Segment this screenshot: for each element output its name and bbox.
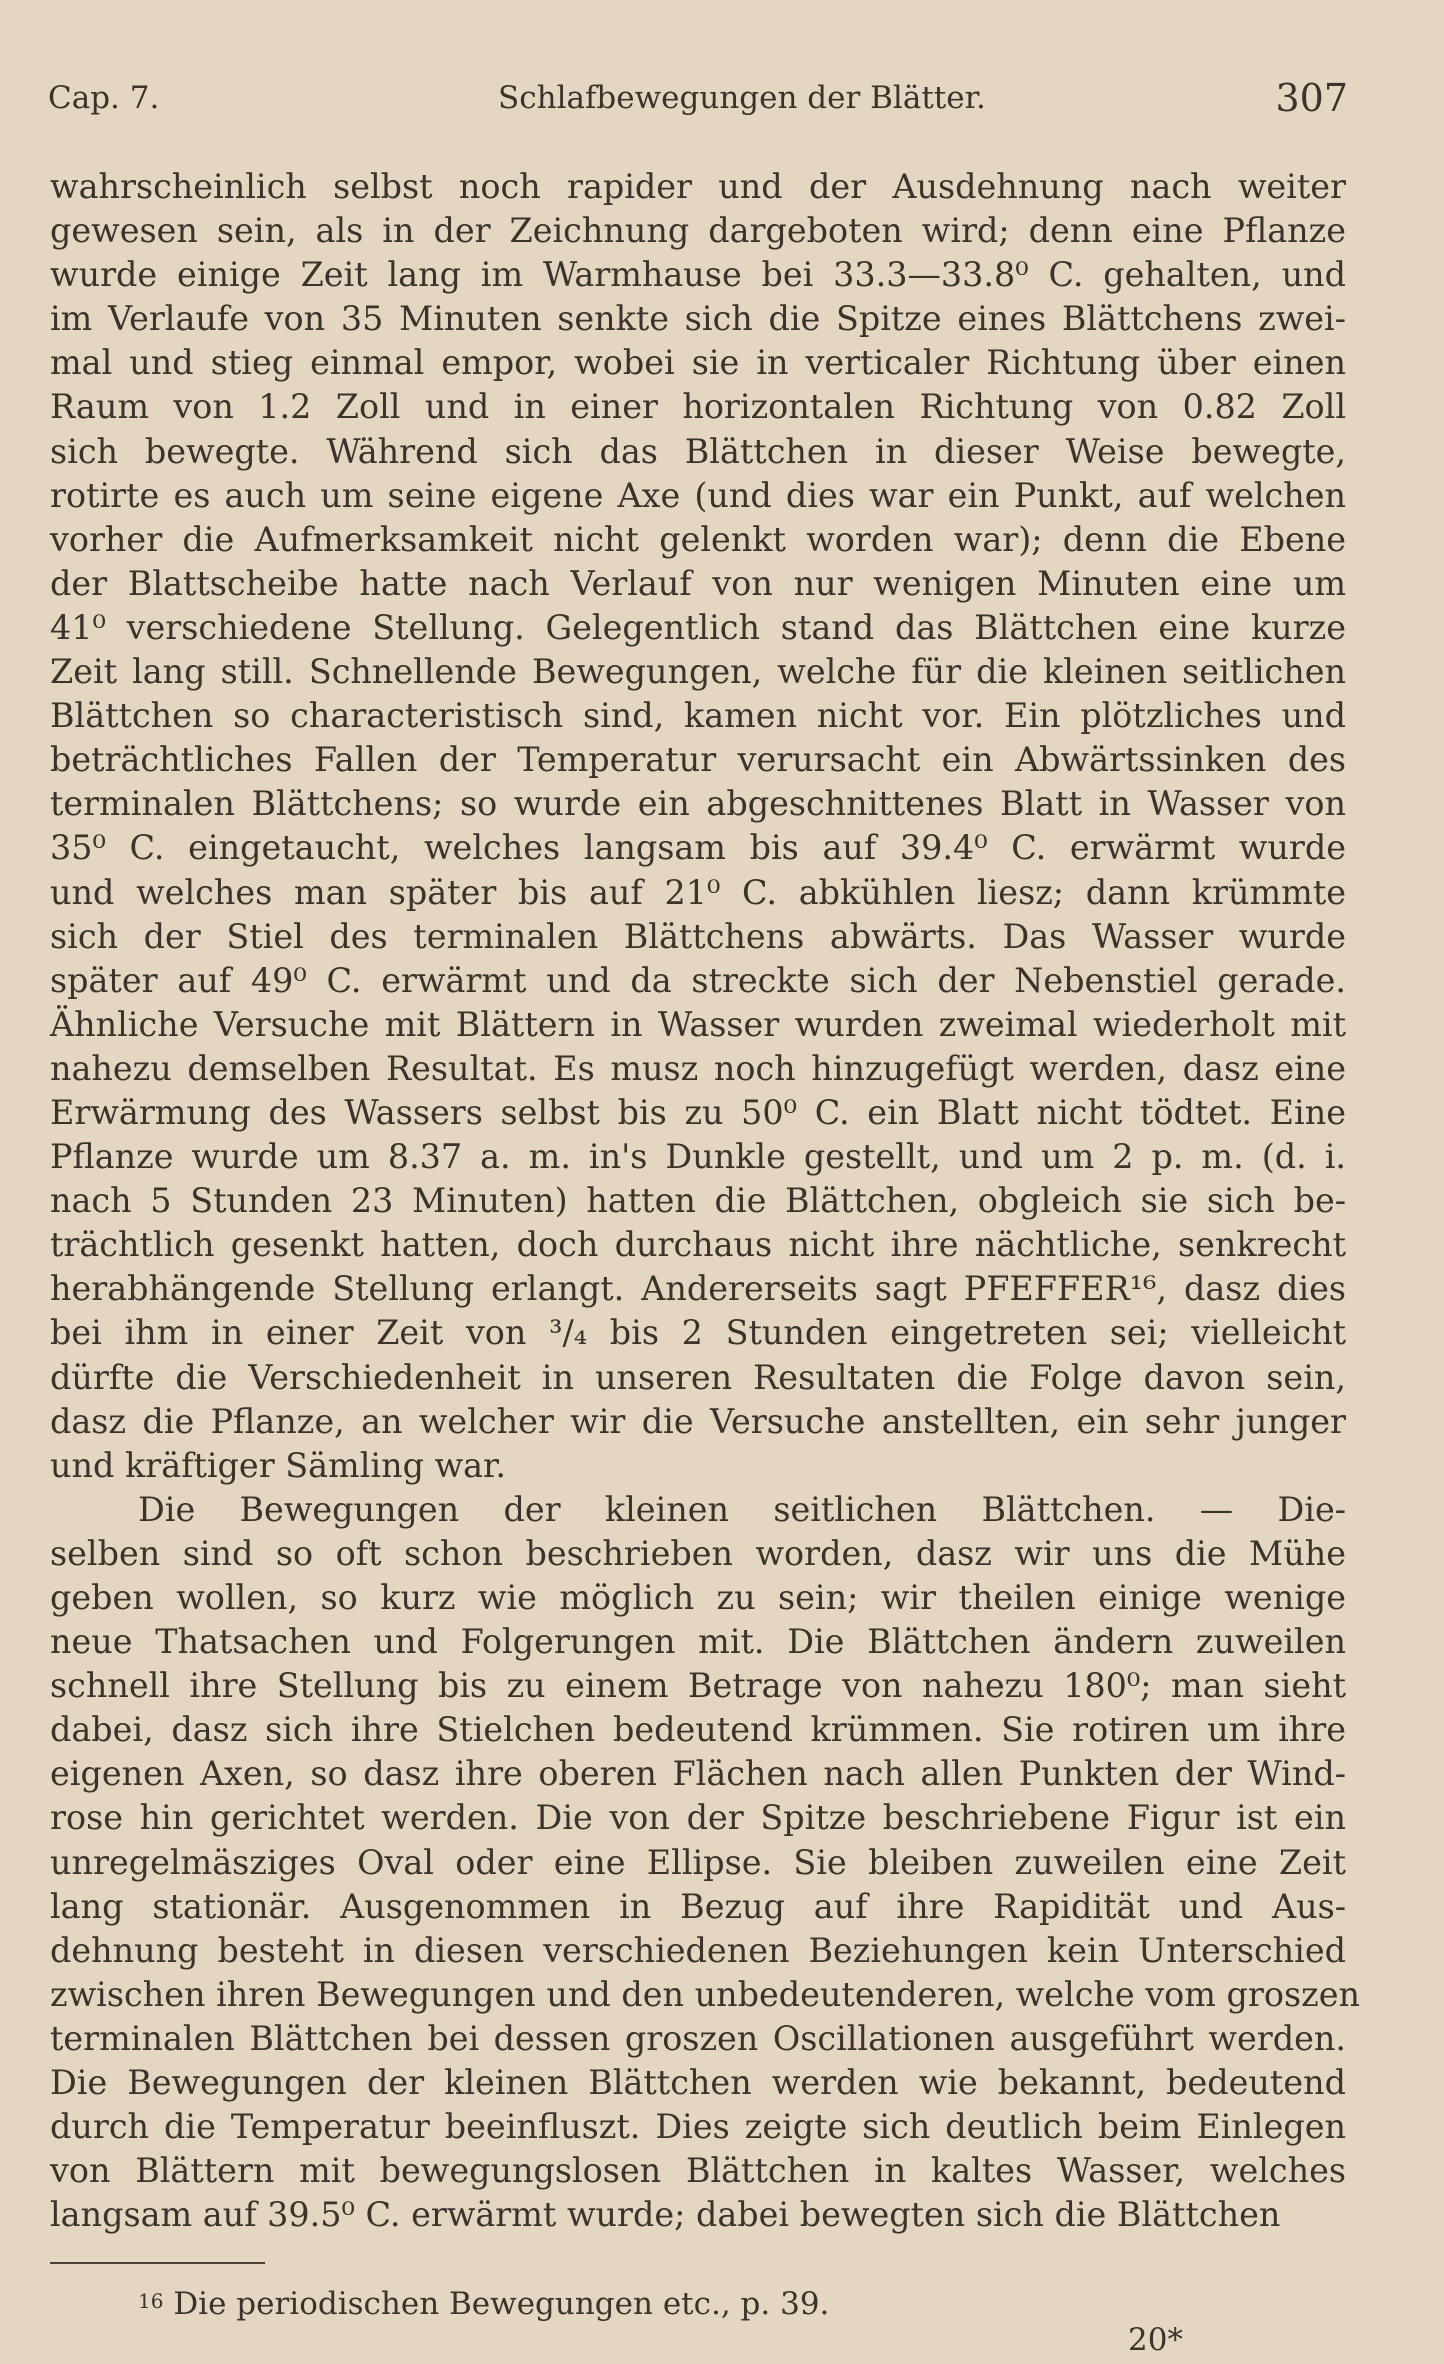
footnote-rule [50,2262,265,2264]
text-line: Erwärmung des Wassers selbst bis zu 50⁰ C. ein Blatt nicht tödtet. Eine [50,1092,1346,1132]
text-line: im Verlaufe von 35 Minuten senkte sich die Spitze eines Blättchens zwei- [50,299,1346,339]
footnote-text: Die periodischen Bewegungen etc., p. 39. [173,2286,830,2322]
text-line: sich bewegte. Während sich das Blättchen in dieser Weise bewegte, [50,431,1346,471]
footnote-marker: 16 [138,2289,164,2313]
text-line: dabei, dasz sich ihre Stielchen bedeutend krümmen. Sie rotiren um ihre [50,1710,1346,1750]
text-line: sich der Stiel des terminalen Blättchens abwärts. Das Wasser wurde [50,916,1346,956]
text-line: trächtlich gesenkt hatten, doch durchaus nicht ihre nächtliche, senkrecht [50,1225,1346,1265]
footnote [138,2282,829,2326]
text-line: Ähnliche Versuche mit Blättern in Wasser wurden zweimal wiederholt mit [50,1004,1346,1044]
text-line: lang stationär. Ausgenommen in Bezug auf ihre Rapidität und Aus- [50,1886,1346,1926]
text-line: und welches man später bis auf 21⁰ C. abkühlen liesz; dann krümmte [50,872,1346,912]
text-line: von Blättern mit bewegungslosen Blättchen in kaltes Wasser, welches [50,2151,1346,2191]
text-line: selben sind so oft schon beschrieben worden, dasz wir uns die Mühe [50,1533,1346,1573]
page-number: 307 [1275,76,1348,120]
text-line: rose hin gerichtet werden. Die von der Spitze beschriebene Figur ist ein [50,1798,1346,1838]
text-line: terminalen Blättchen bei dessen groszen Oscillationen ausgeführt werden. [50,2018,1346,2058]
running-header [48,70,1348,126]
text-line: zwischen ihren Bewegungen und den unbedeutenderen, welche vom groszen [50,1974,1360,2014]
text-line: Die Bewegungen der kleinen Blättchen werden wie bekannt, bedeutend [50,2063,1346,2103]
text-line: neue Thatsachen und Folgerungen mit. Die Blättchen ändern zuweilen [50,1622,1346,1662]
text-line: dasz die Pflanze, an welcher wir die Versuche anstellten, ein sehr junger [50,1401,1346,1441]
running-title: Schlafbewegungen der Blätter. [498,80,986,116]
text-line: durch die Temperatur beeinfluszt. Dies zeigte sich deutlich beim Einlegen [50,2107,1346,2147]
text-line: herabhängende Stellung erlangt. Andererseits sagt PFEFFER¹⁶, dasz dies [50,1269,1346,1309]
text-line: dürfte die Verschiedenheit in unseren Resultaten die Folge davon sein, [50,1357,1346,1397]
text-line: eigenen Axen, so dasz ihre oberen Flächen nach allen Punkten der Wind- [50,1754,1346,1794]
text-line: Raum von 1.2 Zoll und in einer horizontalen Richtung von 0.82 Zoll [50,387,1346,427]
text-line: unregelmäsziges Oval oder eine Ellipse. Sie bleiben zuweilen eine Zeit [50,1842,1346,1882]
text-line: 41⁰ verschiedene Stellung. Gelegentlich stand das Blättchen eine kurze [50,607,1346,647]
text-line: geben wollen, so kurz wie möglich zu sein; wir theilen einige wenige [50,1578,1346,1617]
text-line: dehnung besteht in diesen verschiedenen Beziehungen kein Unterschied [50,1930,1346,1970]
text-line: 35⁰ C. eingetaucht, welches langsam bis auf 39.4⁰ C. erwärmt wurde [50,828,1346,868]
text-line: später auf 49⁰ C. erwärmt und da streckte sich der Nebenstiel gerade. [50,960,1346,1000]
text-line: wahrscheinlich selbst noch rapider und der Ausdehnung nach weiter [50,167,1346,206]
body-text [50,165,1360,2237]
text-line: Pflanze wurde um 8.37 a. m. in's Dunkle gestellt, und um 2 p. m. (d. i. [50,1137,1346,1177]
text-line: terminalen Blättchens; so wurde ein abgeschnittenes Blatt in Wasser von [50,784,1346,824]
text-line: langsam auf 39.5⁰ C. erwärmt wurde; dabei bewegten sich die Blättchen [50,2195,1281,2235]
text-line: der Blattscheibe hatte nach Verlauf von nur wenigen Minuten eine um [50,563,1346,603]
text-line: mal und stieg einmal empor, wobei sie in verticaler Richtung über einen [50,343,1346,383]
text-line: bei ihm in einer Zeit von ³/₄ bis 2 Stunden eingetreten sei; vielleicht [50,1313,1346,1353]
text-line: beträchtliches Fallen der Temperatur verursacht ein Abwärtssinken des [50,740,1346,780]
text-line: wurde einige Zeit lang im Warmhause bei 33.3—33.8⁰ C. gehalten, und [50,255,1346,295]
text-line: Die Bewegungen der kleinen seitlichen Blättchen. — Die- [138,1489,1346,1529]
text-line: rotirte es auch um seine eigene Axe (und dies war ein Punkt, auf welchen [50,475,1346,515]
text-line: Zeit lang still. Schnellende Bewegungen, welche für die kleinen seitlichen [50,652,1346,692]
text-line: gewesen sein, als in der Zeichnung dargeboten wird; denn eine Pflanze [50,211,1346,251]
text-line: Blättchen so characteristisch sind, kamen nicht vor. Ein plötzliches und [50,696,1346,736]
chapter-label: Cap. 7. [48,80,160,116]
text-line: nahezu demselben Resultat. Es musz noch hinzugefügt werden, dasz eine [50,1048,1346,1088]
text-line: nach 5 Stunden 23 Minuten) hatten die Blättchen, obgleich sie sich be- [50,1181,1346,1221]
signature-mark: 20* [1128,2322,1183,2358]
text-line: schnell ihre Stellung bis zu einem Betrage von nahezu 180⁰; man sieht [50,1666,1346,1706]
text-line: vorher die Aufmerksamkeit nicht gelenkt worden war); denn die Ebene [50,519,1346,559]
text-line: und kräftiger Sämling war. [50,1445,506,1485]
